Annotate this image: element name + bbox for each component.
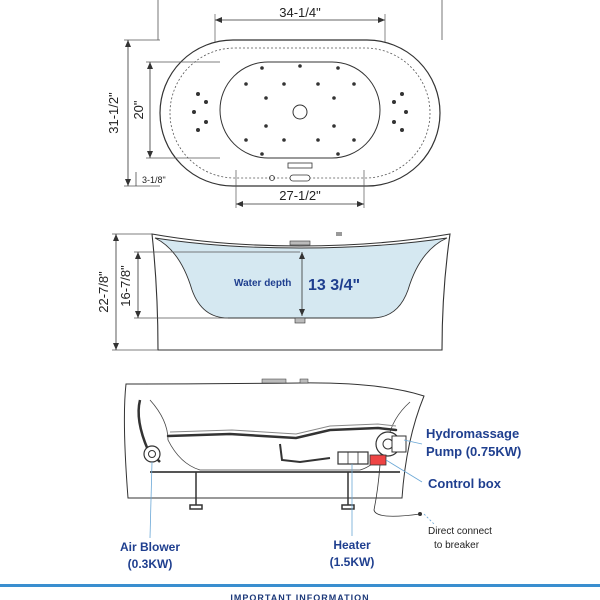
dim-width-inner: 34-1/4": [279, 5, 321, 20]
footer-band: [0, 584, 600, 587]
component-view: [120, 379, 521, 571]
heater-label-2: (1.5KW): [329, 555, 375, 569]
drain-icon: [293, 105, 307, 119]
pump-label-1: Hydromassage: [426, 426, 520, 441]
footer-heading: IMPORTANT INFORMATION: [230, 593, 370, 600]
control-box-icon: [370, 455, 386, 465]
control-box-label: Control box: [428, 476, 501, 491]
blower-label-1: Air Blower: [119, 540, 181, 554]
blower-label-2: (0.3KW): [127, 557, 173, 571]
side-view: [96, 232, 450, 350]
pump-label-2: Pump (0.75KW): [426, 444, 522, 459]
dim-inner-depth: 20": [131, 100, 146, 120]
top-view: [106, 0, 442, 208]
control-panel-icon: [288, 163, 312, 168]
fitting-icon: [336, 232, 342, 236]
heater-label-1: Heater: [333, 538, 371, 552]
water-depth-value: 13 3/4": [308, 277, 361, 294]
overflow-icon: [290, 241, 310, 245]
water-depth-label: Water depth: [234, 278, 292, 289]
dim-inner-height: 16-7/8": [118, 265, 133, 307]
dim-overall-height: 22-7/8": [96, 271, 111, 313]
drain-fitting-icon: [295, 318, 305, 323]
dim-overall-depth: 31-1/2": [106, 92, 121, 134]
dim-bottom-width: 27-1/2": [279, 188, 321, 203]
breaker-label-2: to breaker: [434, 540, 480, 551]
breaker-label-1: Direct connect: [428, 526, 492, 537]
dim-rim-offset: 3-1/8": [142, 175, 166, 185]
heater-icon: [338, 452, 368, 464]
air-blower-icon: [144, 446, 160, 462]
display-icon: [290, 175, 310, 181]
footer: [0, 584, 600, 600]
